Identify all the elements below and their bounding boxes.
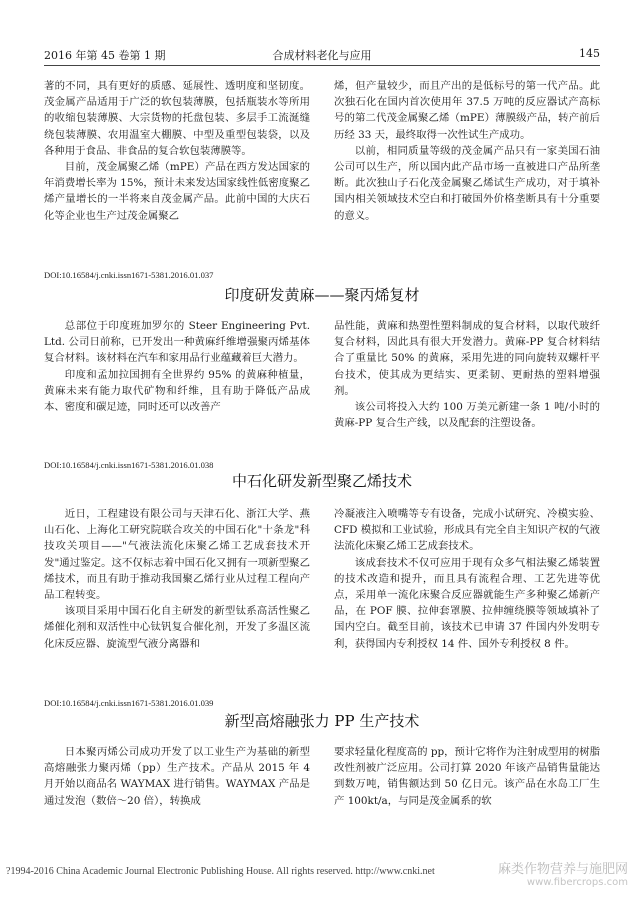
doi-label: DOI:10.16584/j.cnki.issn1671-5381.2016.01.037 <box>44 270 214 280</box>
section-3-right-column <box>334 744 600 809</box>
section-1-left-column <box>44 318 310 415</box>
paragraph: 品性能，黄麻和热塑性塑料制成的复合材料，以取代玻纤复合材料，因此具有很大开发潜力。黄麻-PP 复合材料结合了重量比 50% 的黄麻，采用先进的同向旋转双螺杆平台技术，使其成为更结实、更柔韧、更耐热的塑料增强剂。 <box>334 320 600 397</box>
paragraph: 冷凝液注入喷嘴等专有设备，完成小试研究、冷模实验、CFD 模拟和工业试验，形成具有完全自主知识产权的气液法流化床聚乙烯工艺成套技术。 <box>334 508 600 553</box>
paragraph: 烯，但产量较少，而且产出的是低标号的第一代产品。此次独石化在国内首次使用年 37.5 万吨的反应器试产高标号的第二代茂金属聚乙烯（mPE）薄膜级产品，转产前后历经 33 天，最终取得一次性试生产成功。 <box>334 80 600 141</box>
paragraph: 该公司将投入大约 100 万美元新建一条 1 吨/小时的黄麻-PP 复合生产线，以及配套的注塑设备。 <box>334 401 600 430</box>
section-0-left-column <box>44 78 310 224</box>
paragraph: 日本聚丙烯公司成功开发了以工业生产为基础的新型高熔融张力聚丙烯（pp）生产技术。产品从 2015 年 4 月开始以商品名 WAYMAX 进行销售。WAYMAX 产品是通过发泡（数倍～20 倍），转换成 <box>44 746 310 807</box>
running-header <box>44 44 600 66</box>
copyright-footer: ?1994-2016 China Academic Journal Electronic Publishing House. All rights reserved. http://www.cnki.net <box>6 866 435 877</box>
section-2-left-column <box>44 506 310 652</box>
paragraph: 该项目采用中国石化自主研发的新型钛系高活性聚乙烯催化剂和双活性中心钛钒复合催化剂，开发了多温区流化床反应器、旋流型气液分离器和 <box>44 605 310 650</box>
article-title: 新型高熔融张力 PP 生产技术 <box>224 712 420 730</box>
paragraph: 要求轻量化程度高的 pp，预计它将作为注射成型用的树脂改性剂被广泛应用。公司打算 2020 年该产品销售量能达到数万吨，销售额达到 50 亿日元。该产品在水岛工厂生产 100kt/a，与同是茂金属系的软 <box>334 746 600 807</box>
paragraph: 印度和孟加拉国拥有全世界约 95% 的黄麻种植量，黄麻未来有能力取代矿物和纤维，且有助于降低产品成本、密度和碳足迹，同时还可以改善产 <box>44 368 310 414</box>
section-1-right-column <box>334 318 600 431</box>
watermark-url: www.fibercrops.com <box>526 877 628 888</box>
watermark-text: 麻类作物营养与施肥网 <box>497 862 628 877</box>
section-3-left-column <box>44 744 310 809</box>
page-number: 145 <box>579 47 600 60</box>
paragraph: 以前，相同质量等级的茂金属产品只有一家美国石油公司可以生产，所以国内此产品市场一直被进口产品所垄断。此次独山子石化茂金属聚乙烯试生产成功，对于填补国内相关领域技术空白和打破国外价格垄断具有十分重要的意义。 <box>334 144 600 222</box>
paragraph: 该成套技术不仅可应用于现有众多气相法聚乙烯装置的技术改造和提升，而且具有流程合理、工艺先进等优点，采用单一流化床聚合反应器就能生产多种聚乙烯新产品，在 POF 膜、拉伸套罩膜、拉伸缠绕膜等领域填补了国内空白。截至目前，该技术已申请 37 件国内外发明专利，获得国内专利授权 14 件、国外专利授权 8 件。 <box>334 556 600 650</box>
doi-label: DOI:10.16584/j.cnki.issn1671-5381.2016.01.038 <box>44 460 214 470</box>
paragraph: 近日，工程建设有限公司与天津石化、浙江大学、燕山石化、上海化工研究院联合攻关的中国石化"十条龙"科技攻关项目——"气液法流化床聚乙烯工艺成套技术开发"通过鉴定。这不仅标志着中国石化又拥有一项新型聚乙烯技术，而且有助于推动我国聚乙烯行业从过程工程向产品工程转变。 <box>44 508 310 602</box>
doi-label: DOI:10.16584/j.cnki.issn1671-5381.2016.01.039 <box>44 698 214 708</box>
issue-info: 2016 年第 45 卷第 1 期 <box>44 49 166 62</box>
section-0-right-column <box>334 78 600 224</box>
paragraph: 目前，茂金属聚乙烯（mPE）产品在西方发达国家的年消费增长率为 15%，预计未来发达国家线性低密度聚乙烯产量增长的一半将来自茂金属产品。此前中国的大庆石化等企业也生产过茂金属聚乙 <box>44 161 310 222</box>
section-2-right-column <box>334 506 600 652</box>
paragraph: 总部位于印度班加罗尔的 Steer Engineering Pvt. Ltd. 公司日前称，已开发出一种黄麻纤维增强聚丙烯基体复合材料。该材料在汽车和家用品行业蕴藏着巨大潜力。 <box>44 320 310 365</box>
article-title: 中石化研发新型聚乙烯技术 <box>231 472 412 490</box>
site-watermark <box>498 858 628 888</box>
journal-title: 合成材料老化与应用 <box>272 49 372 62</box>
paragraph: 著的不同，具有更好的质感、延展性、透明度和坚韧度。茂金属产品适用于广泛的软包装薄膜，包括瓶装水等所用的收缩包装薄膜、大宗货物的托盘包装、多层手工流涎缝绕包装薄膜、农用温室大棚膜、中型及重型包装袋，以及各种用于食品、非食品的复合软包装薄膜等。 <box>44 80 310 157</box>
article-title: 印度研发黄麻——聚丙烯复材 <box>224 286 420 304</box>
